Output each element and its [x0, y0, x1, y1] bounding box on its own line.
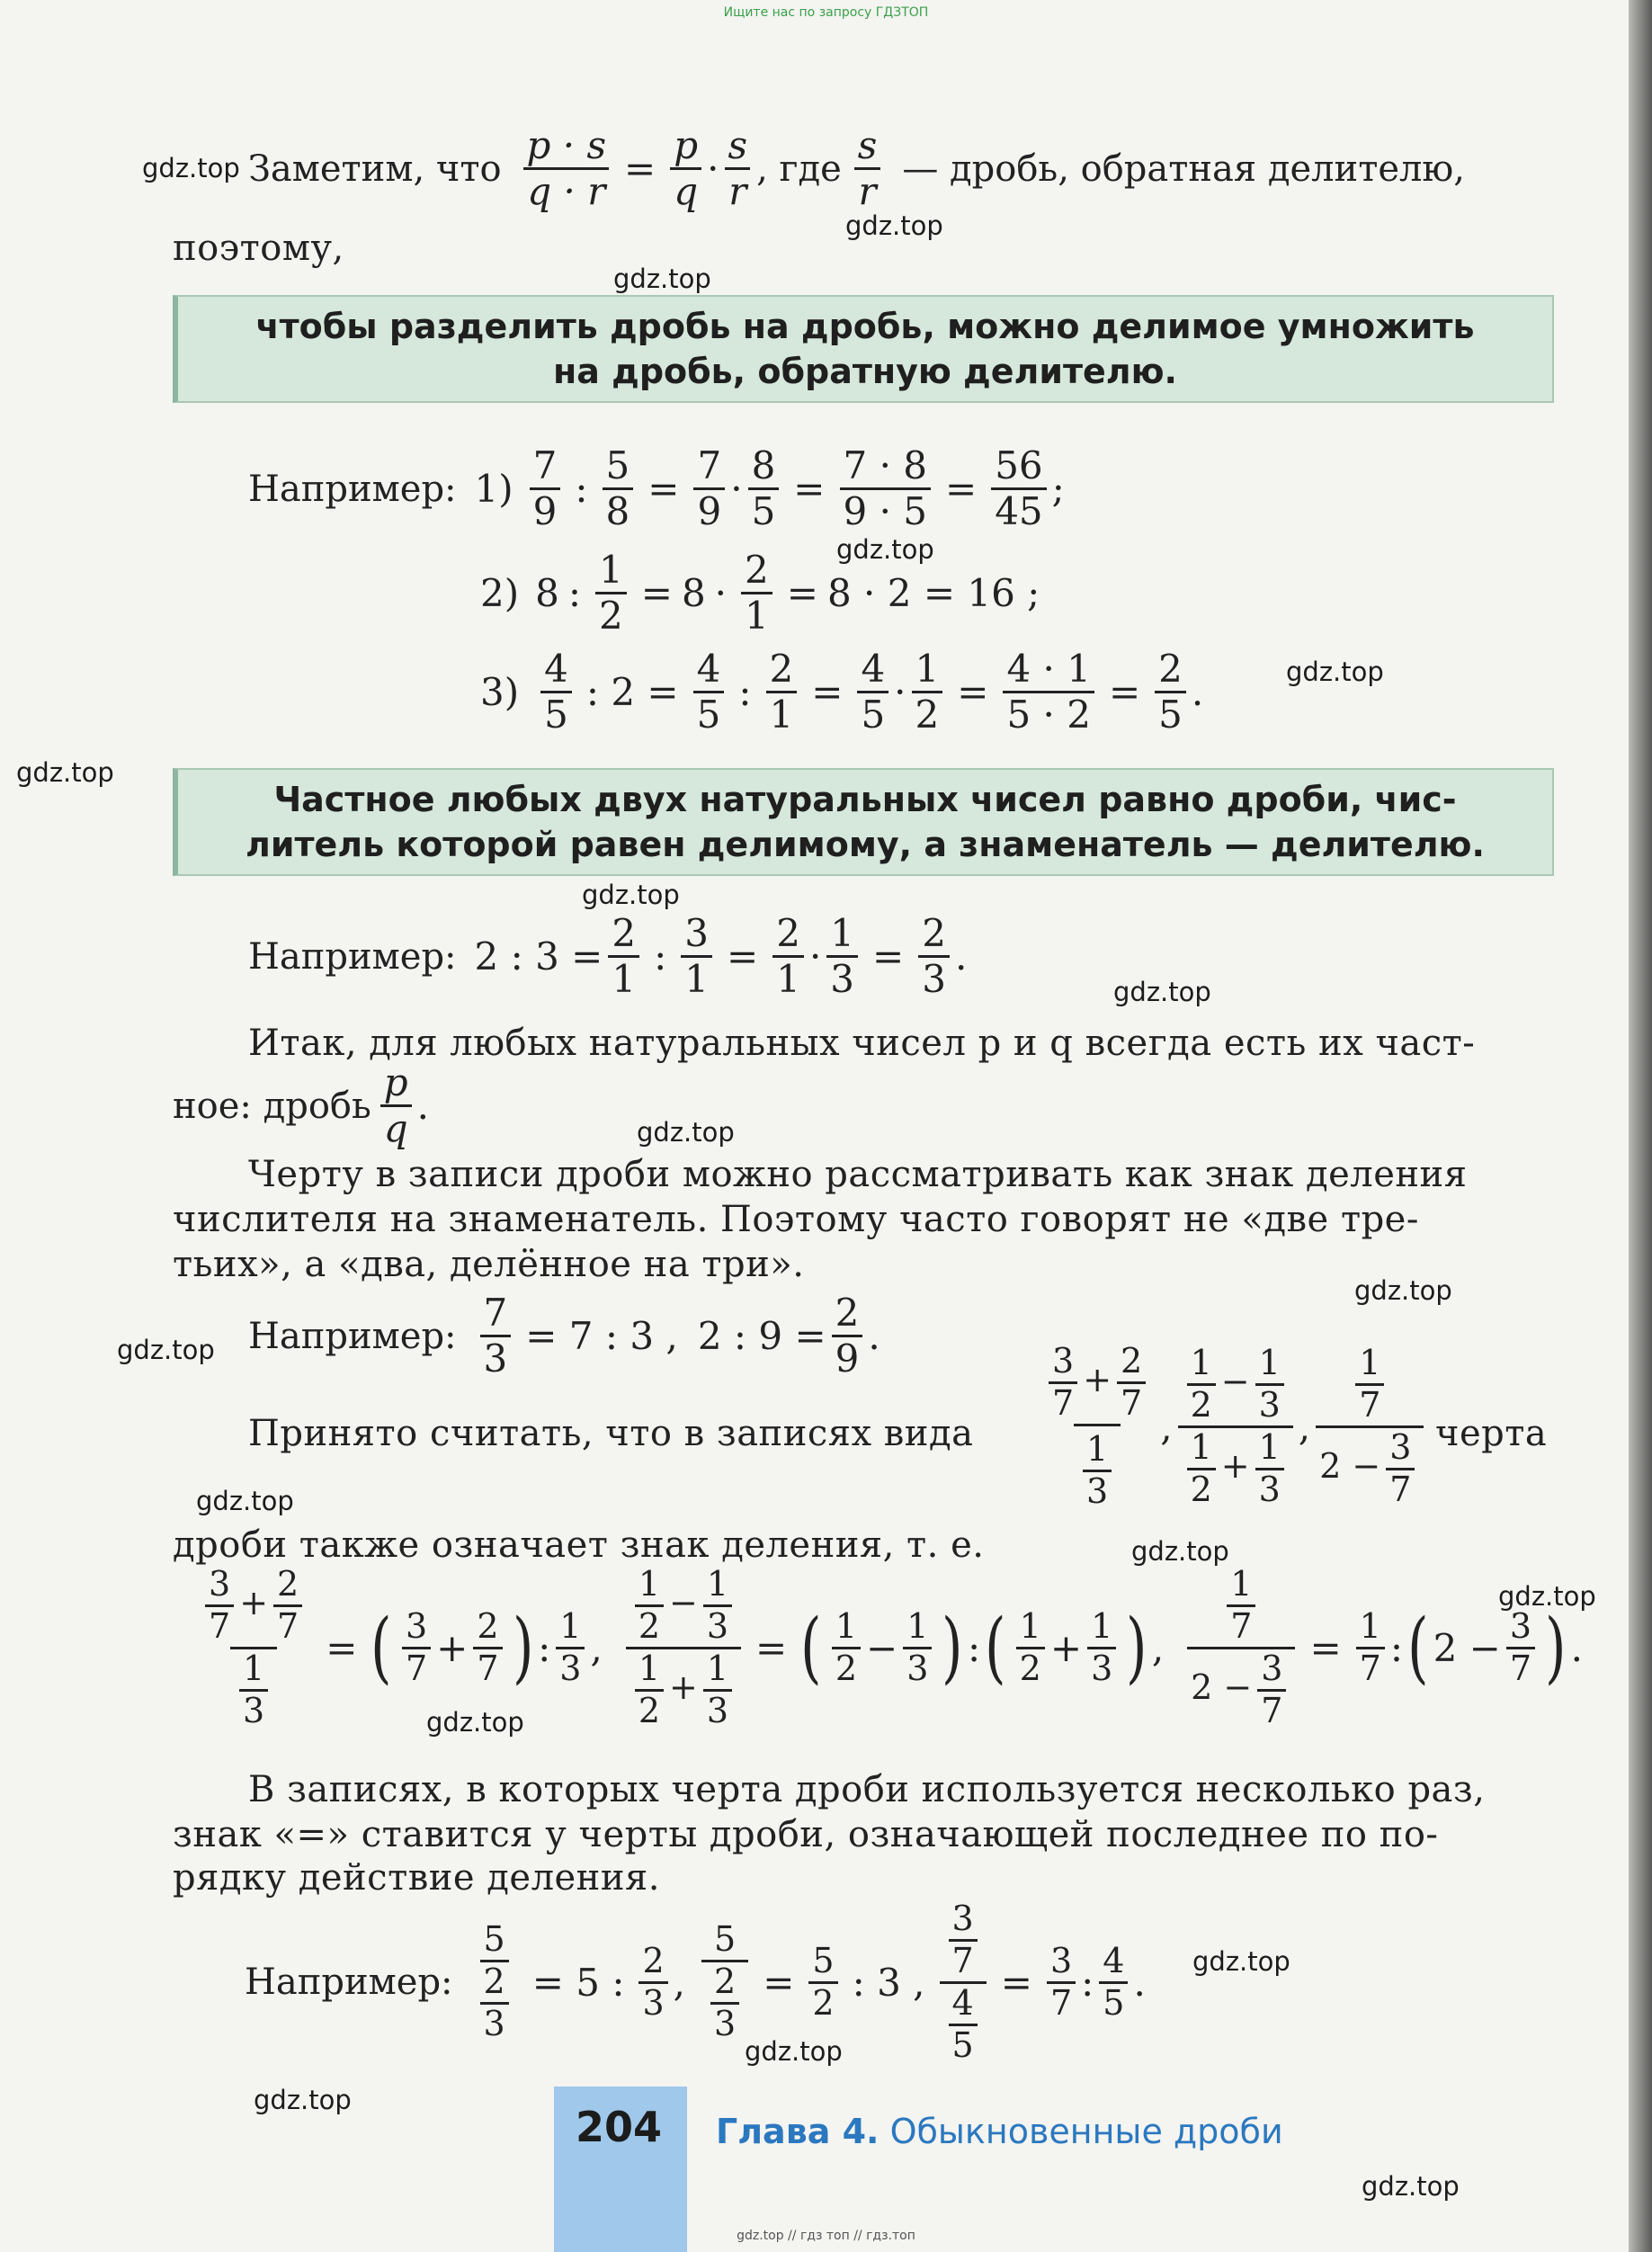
page-edge-shadow: [1629, 0, 1652, 2252]
watermark: gdz.top: [142, 153, 240, 183]
p3-line3: тьих», а «два, делённое на три».: [173, 1244, 805, 1285]
page-number: 204: [576, 2103, 663, 2151]
example-number: 1): [474, 467, 513, 512]
chapter-label: Глава 4.: [716, 2112, 880, 2151]
example-number: 3): [480, 670, 520, 715]
p5-line2: знак «=» ставится у черты дроби, означающей последнее по по-: [173, 1814, 1439, 1855]
watermark: gdz.top: [745, 2036, 843, 2067]
watermark: gdz.top: [1354, 1275, 1452, 1306]
p5-line1: В записях, в которых черта дроби используется несколько раз,: [248, 1769, 1486, 1810]
watermark: gdz.top: [582, 880, 680, 910]
example-4: Например: 2 : 3 = $\frac{2}{1}$ : $\frac{3}{1}$ = $\frac{2}{1}$ · $\frac{1}{3}$ = $\frac{2}{3}$ .: [248, 911, 968, 1002]
example-1: Например: 1) $\frac{7}{9}$ : $\frac{5}{8}$ = $\frac{7}{9}$ · $\frac{8}{5}$ = $\frac{7 \cdot 8}{9 \cdot 5}$ = $\frac{56}{45}$ ;: [248, 443, 1065, 534]
rule-box-2: [173, 768, 1554, 876]
watermark: gdz.top: [1113, 977, 1211, 1007]
example-number: 2): [480, 571, 520, 616]
watermark: gdz.top: [836, 534, 934, 565]
rule-box-1: [173, 295, 1554, 403]
watermark: gdz.top: [196, 1486, 294, 1516]
watermark: gdz.top: [1131, 1536, 1229, 1567]
rule2-line2: литель которой равен делимому, а знаменатель — делителю.: [246, 825, 1485, 864]
example-2: 2) 8 : $\frac{1}{2}$ = 8 · $\frac{2}{1}$ = 8 · 2 = 16 ;: [480, 548, 1040, 639]
p1-before: Заметим, что: [248, 147, 502, 190]
watermark: gdz.top: [426, 1707, 524, 1738]
example-label: Например:: [248, 468, 457, 510]
p2-line1: Итак, для любых натуральных чисел p и q всегда есть их част-: [248, 1023, 1476, 1064]
bottom-note: gdz.top // гдз топ // гдз.топ: [737, 2229, 915, 2243]
rule2-line1: Частное любых двух натуральных чисел равно дроби, чис-: [273, 780, 1457, 819]
watermark: gdz.top: [16, 757, 114, 788]
chapter-title: [716, 2112, 1283, 2151]
p3-line1: Черту в записи дроби можно рассматривать как знак деления: [248, 1154, 1468, 1195]
example-label: Например:: [248, 935, 457, 978]
p4-line2: дроби также означает знак деления, т. е.: [173, 1524, 985, 1566]
p2-line2-text: ное: дробь: [173, 1085, 371, 1127]
watermark: gdz.top: [845, 210, 943, 241]
p1-mid: , где: [756, 147, 842, 190]
p1-after: — дробь, обратная делителю,: [902, 147, 1465, 190]
watermark: gdz.top: [1286, 657, 1384, 687]
watermark: gdz.top: [254, 2085, 352, 2115]
watermark: gdz.top: [1362, 2171, 1460, 2202]
chapter-name: Обыкновенные дроби: [889, 2112, 1283, 2151]
watermark: gdz.top: [613, 264, 711, 294]
division-equalities: $\frac{3}{7}$ + $\frac{2}{7}$ $\frac{1}{3}$ = ( $\frac{3}{7}$ + $\frac{2}{7}$ ) : $\frac{1}{3}$ , $\frac{1}{2}$ − $\frac{1}{3}$ $\frac{1}{2}$ + $\frac{1}{3}$ = ( $\frac{1}{2}$ − $\frac{1}{3}$ ) : ( $\frac{1}{2}$ + $\frac{1}{3}$ ) , $\frac{1}{7}$ 2 − $\frac{3}{7}$ = $\frac{1}{7}$ : ( 2 − $\frac{3}{7}$ ) .: [191, 1567, 1583, 1729]
example-5: Например: $\frac{7}{3}$ = 7 : 3 , 2 : 9 = $\frac{2}{9}$ .: [248, 1291, 880, 1381]
p3-line2: числителя на знаменатель. Поэтому часто говорят не «две тре-: [173, 1199, 1419, 1240]
example-label: Например:: [245, 1962, 453, 2004]
p2-line2: ное: дробь $\frac{p}{q}$ .: [173, 1060, 430, 1151]
example-6: Например: $\frac{\frac{5}{2}}{3}$ = 5 : $\frac{2}{3}$ , $\frac{5}{\frac{2}{3}}$ = $\frac{5}{2}$ : 3 , $\frac{\frac{3}{7}}{\frac{4}{5}}$ = $\frac{3}{7}$ : $\frac{4}{5}$ .: [245, 1899, 1146, 2065]
p1-line2: поэтому,: [173, 228, 344, 269]
example-3: 3) $\frac{4}{5}$ : 2 = $\frac{4}{5}$ : $\frac{2}{1}$ = $\frac{4}{5}$ · $\frac{1}{2}$ = $\frac{4 \cdot 1}{5 \cdot 2}$ = $\frac{2}{5}$ .: [480, 647, 1204, 737]
watermark: gdz.top: [117, 1335, 215, 1365]
p5-line3: рядку действие деления.: [173, 1857, 660, 1899]
rule1-line1: чтобы разделить дробь на дробь, можно делимое умножить: [255, 307, 1475, 346]
watermark: gdz.top: [637, 1117, 735, 1148]
p4-line1a: Принято считать, что в записях вида: [248, 1413, 974, 1454]
formula-line-1: Заметим, что $\frac{p \cdot s}{q \cdot r}$ = $\frac{p}{q}$ · $\frac{s}{r}$ , где $\frac{s}{r}$ — дробь, обратная делителю,: [248, 123, 1465, 214]
complex-fractions: $\frac{3}{7}$ + $\frac{2}{7}$ $\frac{1}{3}$ , $\frac{1}{2}$ − $\frac{1}{3}$ $\frac{1}{2}$ + $\frac{1}{3}$ , $\frac{1}{7}$ 2 − $\frac{3}{7}$: [1034, 1344, 1429, 1510]
watermark: gdz.top: [1498, 1581, 1596, 1612]
watermark: gdz.top: [1192, 1946, 1290, 1977]
top-note: Ищите нас по запросу ГДЗТОП: [723, 5, 929, 20]
rule1-line2: на дробь, обратную делителю.: [553, 352, 1177, 391]
example-label: Например:: [248, 1315, 457, 1357]
p4-line1b: черта: [1435, 1413, 1548, 1454]
